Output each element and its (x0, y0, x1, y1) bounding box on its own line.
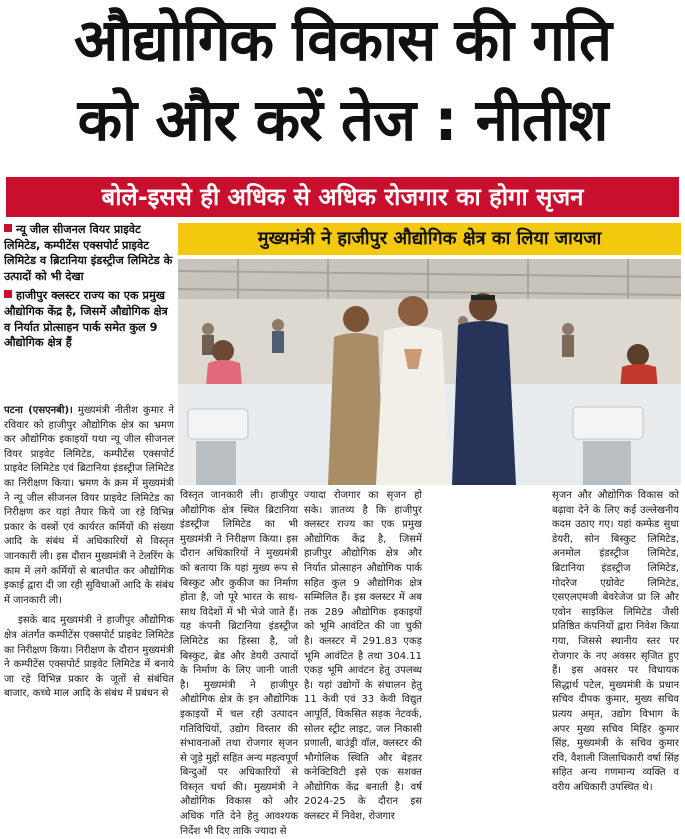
bullet-square-icon (4, 290, 12, 298)
news-photo (178, 259, 681, 485)
highlight-item (4, 288, 174, 350)
column-text: सृजन और औद्योगिक विकास को बढ़ावा देने के लिए कई उल्लेखनीय कदम उठाए गए। यहां कम्फेड सुधा डेयरी, सोन बिस्कुट लिमिटेड, अनमोल इंडस्ट्रीज लिमिटेड, ब्रिटानिया इंडस्ट्रीज लिमिटेड, गोदरेज एग्रोवेट लिमिटेड, एसएलएमजी बेवरेजेज प्रा लि और एवोन साइकिल लिमिटेड जैसी प्रतिष्ठित कंपनियों द्वारा निवेश किया गया, जिससे स्थानीय स्तर पर रोजगार के नए अवसर सृजित हुए हैं। इस अवसर पर विधायक सिद्धार्थ पटेल, मुख्यमंत्री के प्रधान सचिव दीपक कुमार, मुख्य सचिव प्रत्यय अमृत, उद्योग विभाग के अपर मुख्य सचिव मिहिर कुमार सिंह, मुख्यमंत्री के सचिव कुमार रवि, वैशाली जिलाधिकारी वर्षा सिंह सहित अन्य गणमान्य व्यक्ति व वरीय अधिकारी उपस्थित थे। (552, 490, 679, 793)
bullet-square-icon (4, 224, 12, 232)
article-column-4 (552, 489, 679, 795)
factory-visit-illustration (178, 259, 681, 485)
photo-subheadline: मुख्यमंत्री ने हाजीपुर औद्योगिक क्षेत्र का लिया जायजा (178, 223, 681, 255)
lead-text: मुख्यमंत्री नीतीश कुमार ने रविवार को हाजीपुर औद्योगिक क्षेत्र का भ्रमण कर औद्योगिक इकाइयों यथा न्यू जील सीजनल वियर प्राइवेट लिमिटेड, कम्पीटेंस एक्सपोर्ट प्राइवेट लिमिटेड एवं ब्रिटानिया इंडस्ट्रीज लिमिटेड का निरीक्षण किया। भ्रमण के क्रम में मुख्यमंत्री ने न्यू जील सीजनल वियर प्राइवेट लिमिटेड का निरीक्षण कर यहां तैयार किये जा रहे विभिन्न प्रकार के वस्त्रों एवं कार्यरत कर्मियों की संख्या आदि के संबंध में अधिकारियों से विस्तृत जानकारी ली। इस दौरान मुख्यमंत्री ने टेलरिंग के काम में लगे कर्मियों से बातचीत कर औद्योगिक इकाई द्वारा दी जा रही सुविधाओं आदि के संबंध में जानकारी ली। (4, 405, 174, 606)
headline-line-2: को और करें तेज : नीतीश (77, 86, 608, 154)
dateline: पटना (एसएनबी)। (4, 405, 73, 416)
article-column-2 (180, 489, 298, 839)
highlight-item (4, 222, 174, 284)
second-paragraph: इसके बाद मुख्यमंत्री ने हाजीपुर औद्योगिक क्षेत्र अंतर्गत कम्पीटेंस एक्सपोर्ट प्राइवेट लिमिटेड का निरीक्षण किया। निरीक्षण के दौरान मुख्यमंत्री ने कम्पीटेंस एक्सपोर्ट प्राइवेट लिमिटेड में बनाये जा रहे विभिन्न प्रकार के जूतों से संबंधित बाजार, कच्चे माल आदि के संबंध में प्रबंधन से (4, 615, 174, 700)
highlights-box (4, 222, 174, 355)
headline (0, 0, 685, 172)
column-text: ज्यादा रोजगार का सृजन हो सके। ज्ञातव्य है कि हाजीपुर क्लस्टर राज्य का एक प्रमुख औद्योगिक केंद्र है, जिसमें हाजीपुर औद्योगिक क्षेत्र और निर्यात प्रोत्साहन औद्योगिक पार्क सहित कुल 9 औद्योगिक क्षेत्र सम्मिलित हैं। इस क्लस्टर में अब तक 289 औद्योगिक इकाइयों को भूमि आवंटित की जा चुकी है। क्लस्टर में 291.83 एकड़ भूमि आवंटित है तथा 304.11 एकड़ भूमि आवंटन हेतु उपलब्ध है। यहां उद्योगों के संचालन हेतु 11 केवी एवं 33 केवी विद्युत आपूर्ति, विकसित सड़क नेटवर्क, सोलर स्ट्रीट लाइट, जल निकासी प्रणाली, बाउंड्री वॉल, क्लस्टर की भौगोलिक स्थिति और बेहतर कनेक्टिविटी इसे एक सशक्त औद्योगिक केंद्र बनाती है। वर्ष 2024-25 के दौरान इस क्लस्टर में निवेश, रोजगार (304, 490, 422, 823)
column-text: विस्तृत जानकारी ली। हाजीपुर औद्योगिक क्षेत्र स्थित ब्रिटानिया इंडस्ट्रीज लिमिटेड का भी मुख्यमंत्री ने निरीक्षण किया। इस दौरान अधिकारियों ने मुख्यमंत्री को बताया कि यहां मुख्य रूप से बिस्कुट और कुकीज का निर्माण होता है, जो पूरे भारत के साथ-साथ विदेशों में भी भेजे जाते हैं। यह कंपनी ब्रिटानिया इंडस्ट्रीज लिमिटेड का हिस्सा है, जो बिस्कुट, ब्रेड और डेयरी उत्पादों के निर्माण के लिए जानी जाती है। मुख्यमंत्री ने हाजीपुर औद्योगिक क्षेत्र के इन औद्योगिक इकाइयों में चल रही उत्पादन गतिविधियों, उद्योग विस्तार की संभावनाओं तथा रोजगार सृजन से जुड़े मुद्दों सहित अन्य महत्वपूर्ण बिन्दुओं पर अधिकारियों से विस्तृत चर्चा की। मुख्यमंत्री ने औद्योगिक विकास को और अधिक गति देने हेतु आवश्यक निर्देश भी दिए ताकि ज्यादा से (180, 490, 298, 837)
highlight-text: न्यू जील सीजनल वियर प्राइवेट लिमिटेड, कम्पीटेंस एक्सपोर्ट प्राइवेट लिमिटेड व ब्रिटानिया इंडस्ट्रीज लिमिटेड के उत्पादों को भी देखा (4, 223, 173, 283)
highlight-text: हाजीपुर क्लस्टर राज्य का एक प्रमुख औद्योगिक केंद्र है, जिसमें औद्योगिक क्षेत्र व निर्यात प्रोत्साहन पार्क समेत कुल 9 औद्योगिक क्षेत्र हैं (4, 289, 168, 350)
article-column-3 (304, 489, 422, 825)
lead-paragraph (4, 404, 174, 608)
strapline-banner: बोले-इससे ही अधिक से अधिक रोजगार का होगा सृजन (6, 177, 679, 217)
article-lead-column (4, 404, 174, 702)
headline-line-1: औद्योगिक विकास की गति (73, 6, 612, 74)
